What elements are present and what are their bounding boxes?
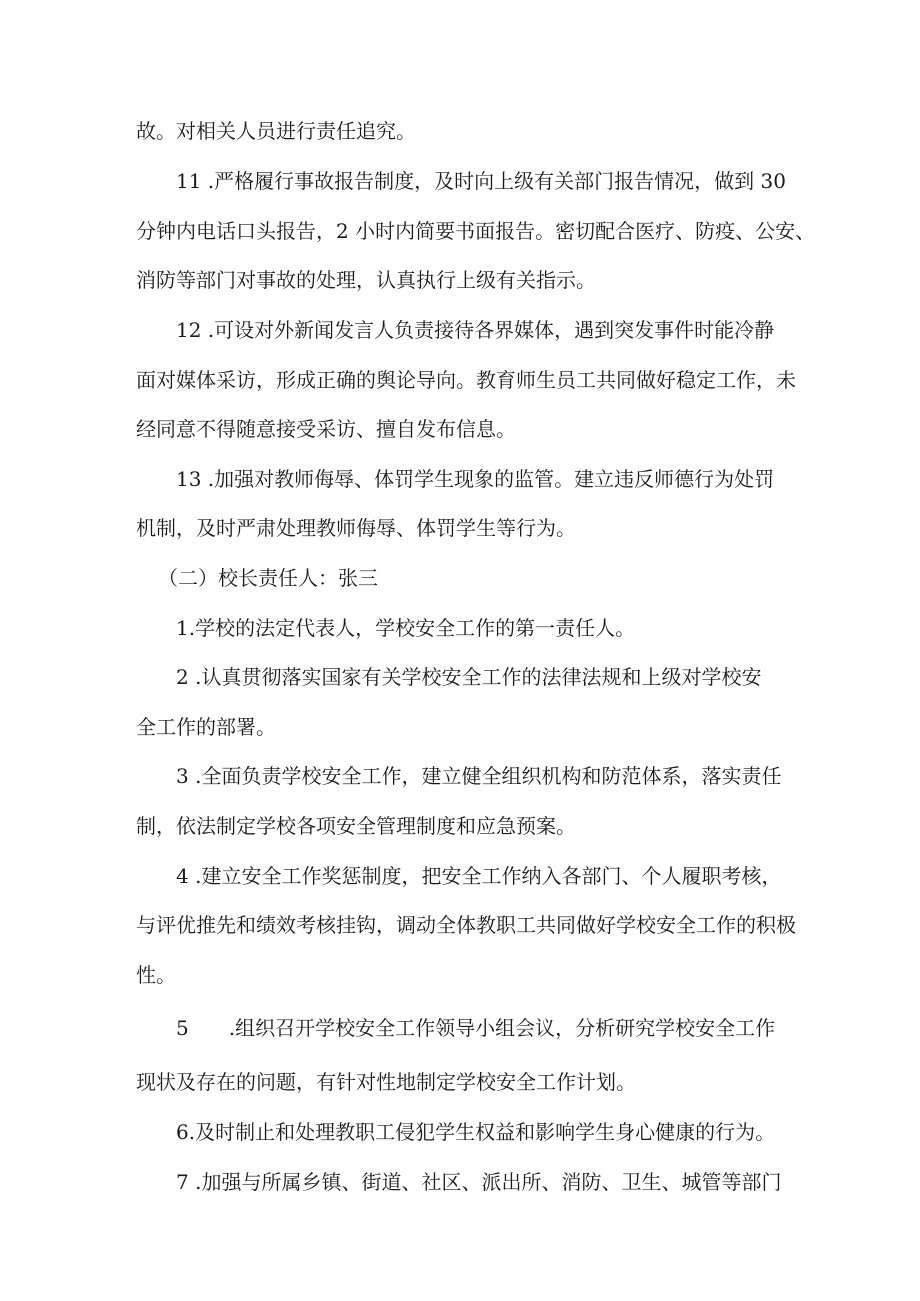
text-line: 1.学校的法定代表人，学校安全工作的第一责任人。: [176, 616, 636, 640]
text-line: 与评优推先和绩效考核挂钩，调动全体教职工共同做好学校安全工作的积极: [136, 913, 796, 937]
text-line: 分钟内电话口头报告，2 小时内简要书面报告。密切配合医疗、防疫、公安、: [136, 219, 816, 243]
text-line: 经同意不得随意接受采访、擅自发布信息。: [136, 417, 516, 441]
text-line: 全工作的部署。: [136, 715, 276, 739]
text-line: 11 .严格履行事故报告制度，及时向上级有关部门报告情况，做到 30: [176, 169, 786, 193]
text-line: 4 .建立安全工作奖惩制度，把安全工作纳入各部门、个人履职考核，: [176, 864, 782, 888]
text-line: 7 .加强与所属乡镇、街道、社区、派出所、消防、卫生、城管等部门: [176, 1170, 782, 1194]
text-line: 2 .认真贯彻落实国家有关学校安全工作的法律法规和上级对学校安: [176, 665, 762, 689]
text-line: 机制，及时严肃处理教师侮辱、体罚学生等行为。: [136, 516, 576, 540]
text-line: 5 .组织召开学校安全工作领导小组会议，分析研究学校安全工作: [176, 1016, 776, 1040]
text-line: 现状及存在的问题，有针对性地制定学校安全工作计划。: [136, 1070, 636, 1094]
text-line: 制，依法制定学校各项安全管理制度和应急预案。: [136, 814, 576, 838]
text-line: 3 .全面负责学校安全工作，建立健全组织机构和防范体系，落实责任: [176, 764, 782, 788]
text-line: 13 .加强对教师侮辱、体罚学生现象的监管。建立违反师德行为处罚: [176, 467, 775, 491]
text-line: 6.及时制止和处理教职工侵犯学生权益和影响学生身心健康的行为。: [176, 1120, 776, 1144]
text-line: 面对媒体采访，形成正确的舆论导向。教育师生员工共同做好稳定工作，未: [136, 368, 796, 392]
section-title: （二）校长责任人：张三: [158, 566, 378, 590]
text-line: 消防等部门对事故的处理，认真执行上级有关指示。: [136, 268, 596, 292]
text-line: 12 .可设对外新闻发言人负责接待各界媒体，遇到突发事件时能冷静: [176, 318, 775, 342]
text-line: 性。: [136, 963, 176, 987]
text-line: 故。对相关人员进行责任追究。: [136, 119, 416, 143]
